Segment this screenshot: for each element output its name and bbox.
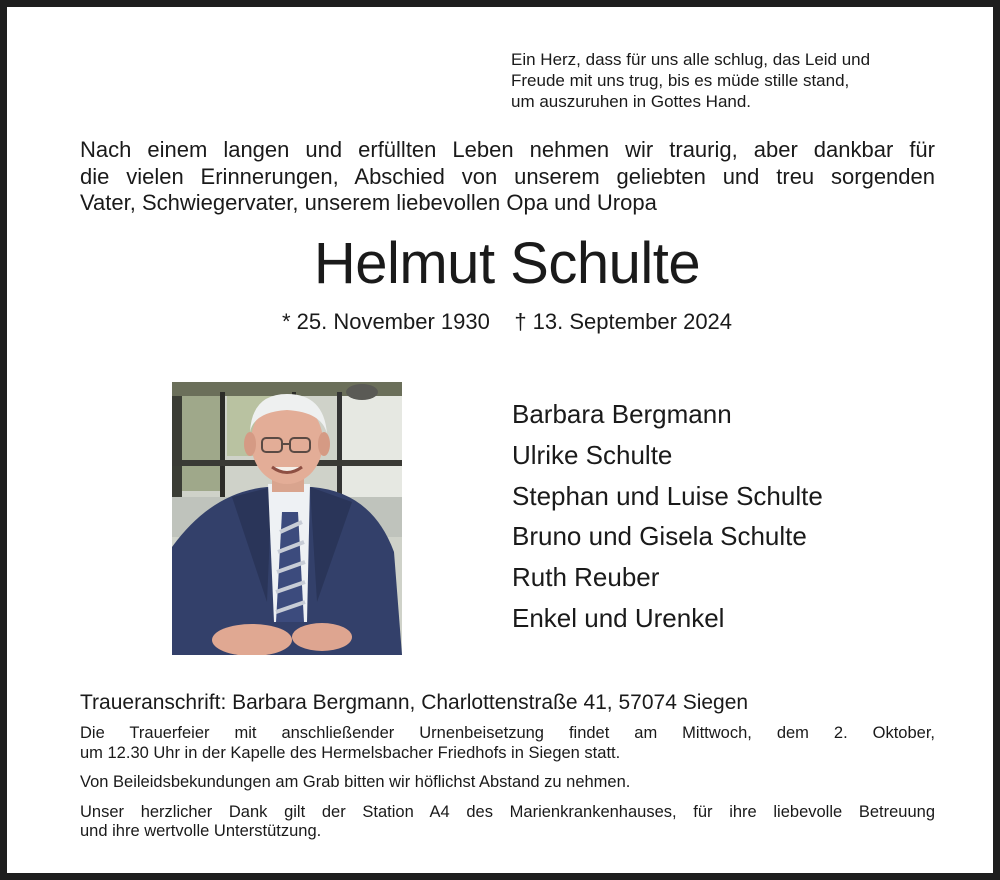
poem-line: Ein Herz, dass für uns alle schlug, das Leid und [511,50,871,69]
mourner-name: Ruth Reuber [512,562,660,593]
ceremony-line: Die Trauerfeier mit anschließender Urnenbeisetzung findet am Mittwoch, dem 2. Oktober, [80,724,935,742]
mourning-address: Traueranschrift: Barbara Bergmann, Charlottenstraße 41, 57074 Siegen [80,691,749,714]
thanks-line: Unser herzlicher Dank gilt der Station A4 des Marienkrankenhauses, für ihre liebevolle Betreuung [80,802,935,821]
mourners-list [512,394,952,639]
ceremony-notice [80,724,935,763]
mourner-name: Enkel und Urenkel [512,602,725,633]
portrait-photo [172,382,402,655]
portrait-image [172,382,402,655]
condolence-notice: Von Beileidsbekundungen am Grab bitten wir höflichst Abstand zu nehmen. [80,773,631,791]
intro-line: die vielen Erinnerungen, Abschied von unserem geliebten und treu sorgenden [80,163,935,189]
thanks-notice [80,803,935,842]
funeral-info [80,724,935,852]
thanks-line: und ihre wertvolle Unterstützung. [80,822,322,840]
birth-date: * 25. November 1930 [281,309,490,334]
poem-line: um auszuruhen in Gottes Hand. [511,92,752,111]
intro-line: Nach einem langen und erfüllten Leben nehmen wir traurig, aber dankbar für [80,137,935,162]
poem [511,49,951,112]
mourner-name: Ulrike Schulte [512,439,673,470]
poem-line: Freude mit uns trug, bis es müde stille stand, [511,71,850,90]
intro-text [80,137,935,217]
ceremony-line: um 12.30 Uhr in der Kapelle des Hermelsbacher Friedhofs in Siegen statt. [80,743,621,762]
mourner-name: Barbara Bergmann [512,399,732,429]
death-date: † 13. September 2024 [514,309,733,334]
life-dates [7,307,1000,337]
intro-line: Vater, Schwiegervater, unserem liebevollen Opa und Uropa [80,190,657,215]
deceased-name: Helmut Schulte [313,231,701,296]
mourner-name: Bruno und Gisela Schulte [512,521,807,552]
mourner-name: Stephan und Luise Schulte [512,480,823,511]
